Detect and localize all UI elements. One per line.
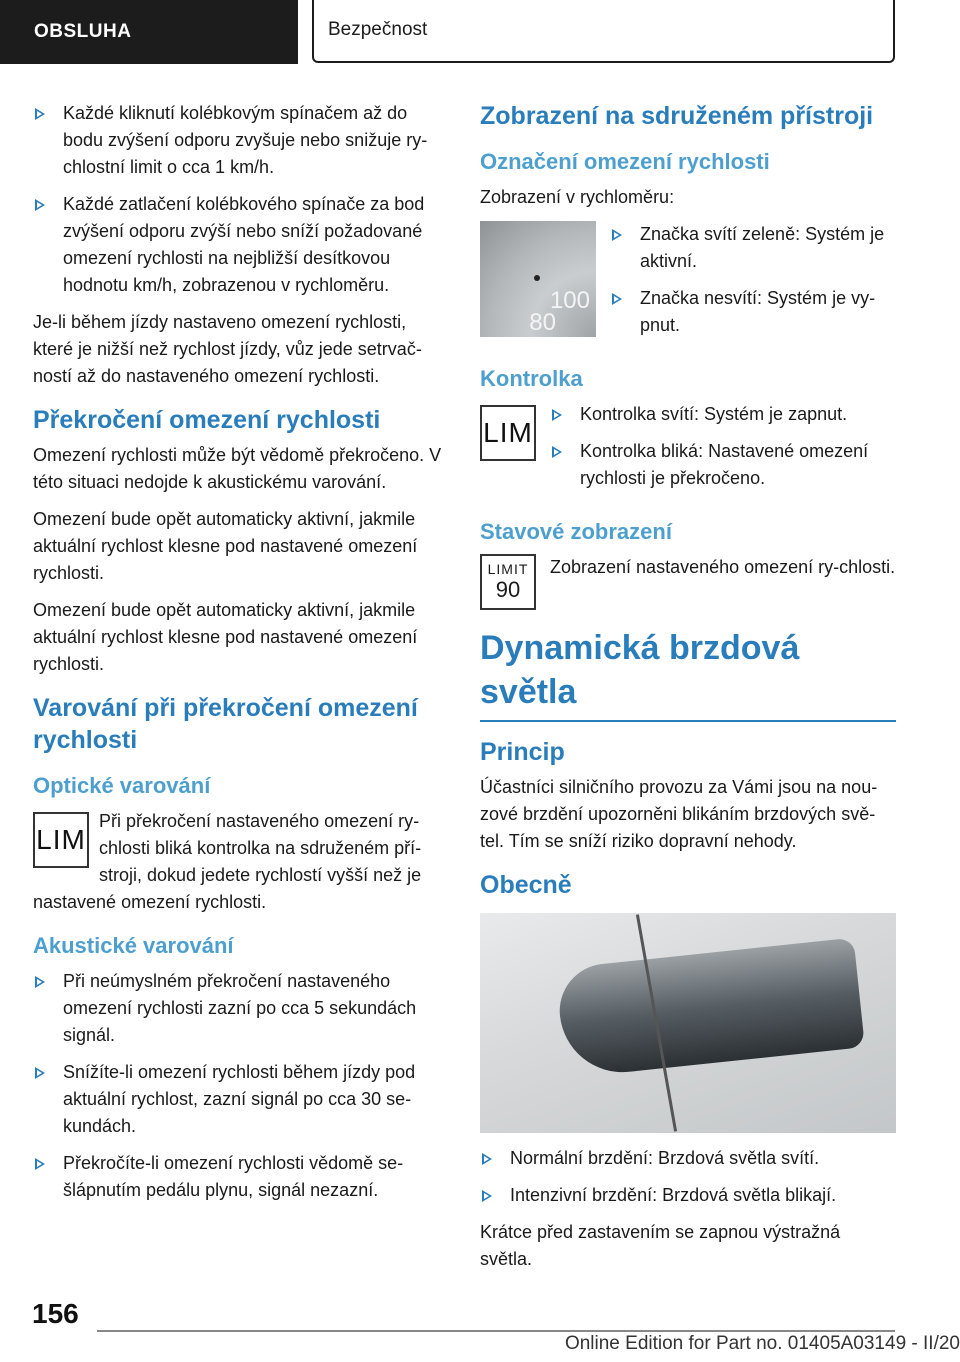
list-item: Každé kliknutí kolébkovým spínačem až do bodu zvýšení odporu zvyšuje nebo snižuje ry-chlostní limit o cca 1 km/h. (33, 100, 449, 181)
speedo-label-100: 100 (549, 287, 590, 314)
lim-indicator-icon: LIM (33, 812, 89, 868)
speedo-label-80: 80 (529, 309, 556, 336)
list-item: Značka nesvítí: Systém je vy-pnut. (610, 285, 896, 339)
paragraph: Omezení bude opět automaticky aktivní, jakmile aktuální rychlost klesne pod nastavené omezení rychlosti. (33, 600, 418, 674)
paragraph: Při překročení nastaveného omezení ry-chlosti bliká kontrolka na sdruženém pří-stroji, dokud jedete rychlostí vyšší než je nastavené omezení rychlosti. (33, 811, 422, 912)
bullet-list-rocker (33, 100, 449, 299)
heading-exceed: Překročení omezení rychlosti (33, 406, 381, 434)
paragraph: Zobrazení nastaveného omezení ry-chlosti. (550, 557, 896, 577)
triangle-bullet-icon (35, 976, 45, 988)
taillight-image (480, 913, 896, 1133)
bullet-list-control (550, 401, 896, 502)
control-row (480, 401, 896, 502)
list-item: Každé zatlačení kolébkového spínače za bod zvýšení odporu zvýší nebo sníží požadované omezení rychlosti na nejbližší desítkovou hodnotu km/h, zobrazenou v rychloměru. (33, 191, 449, 299)
limit-display-icon (480, 554, 536, 610)
list-item: Značka svítí zeleně: Systém je aktivní. (610, 221, 896, 275)
footer-edition: Online Edition for Part no. 01405A03149 - II/20 (564, 1333, 960, 1354)
triangle-bullet-icon (482, 1190, 492, 1202)
bullet-list-speedo (610, 221, 896, 349)
triangle-bullet-icon (35, 199, 45, 211)
list-item: Při neúmyslném překročení nastaveného omezení rychlosti zazní po cca 5 sekundách signál. (33, 968, 449, 1049)
paragraph: Omezení bude opět automaticky aktivní, jakmile aktuální rychlost klesne pod nastavené omezení rychlosti. (33, 509, 418, 583)
chapter-tab[interactable]: Bezpečnost (312, 0, 895, 63)
list-item: Intenzivní brzdění: Brzdová světla blikají. (480, 1182, 896, 1209)
heading-general: Obecně (480, 871, 572, 899)
triangle-bullet-icon (552, 409, 562, 421)
status-row (480, 554, 896, 610)
heading-dynamic-brake: Dynamická brzdová světla (480, 626, 896, 722)
heading-acoustic: Akustické varování (33, 933, 234, 958)
heading-cluster: Zobrazení na sdruženém přístroji (480, 102, 874, 130)
triangle-bullet-icon (612, 229, 622, 241)
left-column (33, 100, 449, 1214)
speedo-row (480, 221, 896, 349)
lim-indicator-icon: LIM (480, 405, 536, 461)
triangle-bullet-icon (35, 1158, 45, 1170)
paragraph: Krátce před zastavením se zapnou výstražná světla. (480, 1222, 841, 1269)
bullet-list-acoustic (33, 968, 449, 1204)
header-tabs (0, 0, 960, 66)
list-item: Kontrolka svítí: Systém je zapnut. (550, 401, 896, 428)
list-item: Překročíte-li omezení rychlosti vědomě se-šlápnutím pedálu plynu, signál nezazní. (33, 1150, 449, 1204)
heading-warning: Varování při překročení omezení rychlosti (33, 694, 418, 754)
taillight-shape (555, 938, 865, 1079)
speedo-caption: Zobrazení v rychloměru: (480, 187, 675, 207)
right-column (480, 100, 896, 1283)
heading-principle: Princip (480, 738, 565, 766)
triangle-bullet-icon (35, 1067, 45, 1079)
optic-block (33, 808, 449, 916)
bullet-list-brake (480, 1145, 896, 1209)
footer-divider (97, 1330, 895, 1332)
paragraph: Účastníci silničního provozu za Vámi jsou na nou-zové brzdění upozorněni blikáním brzdových svě-tel. Tím se sníží riziko dopravní nehody. (480, 777, 878, 851)
triangle-bullet-icon (35, 108, 45, 120)
speedometer-image (480, 221, 596, 337)
limit-value: 90 (495, 577, 521, 602)
triangle-bullet-icon (552, 446, 562, 458)
heading-control: Kontrolka (480, 366, 583, 391)
section-tab[interactable]: OBSLUHA (0, 0, 298, 64)
list-item: Normální brzdění: Brzdová světla svítí. (480, 1145, 896, 1172)
limit-word: LIMIT (487, 561, 529, 577)
triangle-bullet-icon (482, 1153, 492, 1165)
list-item: Snížíte-li omezení rychlosti během jízdy pod aktuální rychlost, zazní signál po cca 30 se-kundách. (33, 1059, 449, 1140)
list-item: Kontrolka bliká: Nastavené omezení rychlosti je překročeno. (550, 438, 896, 492)
heading-marking: Označení omezení rychlosti (480, 149, 770, 174)
speed-marker-icon (534, 275, 540, 281)
heading-status: Stavové zobrazení (480, 519, 672, 544)
heading-optic: Optické varování (33, 773, 211, 798)
page-number: 156 (32, 1298, 79, 1329)
paragraph: Je-li během jízdy nastaveno omezení rychlosti, které je nižší než rychlost jízdy, vůz jede setrvač-ností až do nastaveného omezení rychlosti. (33, 312, 422, 386)
triangle-bullet-icon (612, 293, 622, 305)
paragraph: Omezení rychlosti může být vědomě překročeno. V této situaci nedojde k akustickému varování. (33, 445, 442, 492)
